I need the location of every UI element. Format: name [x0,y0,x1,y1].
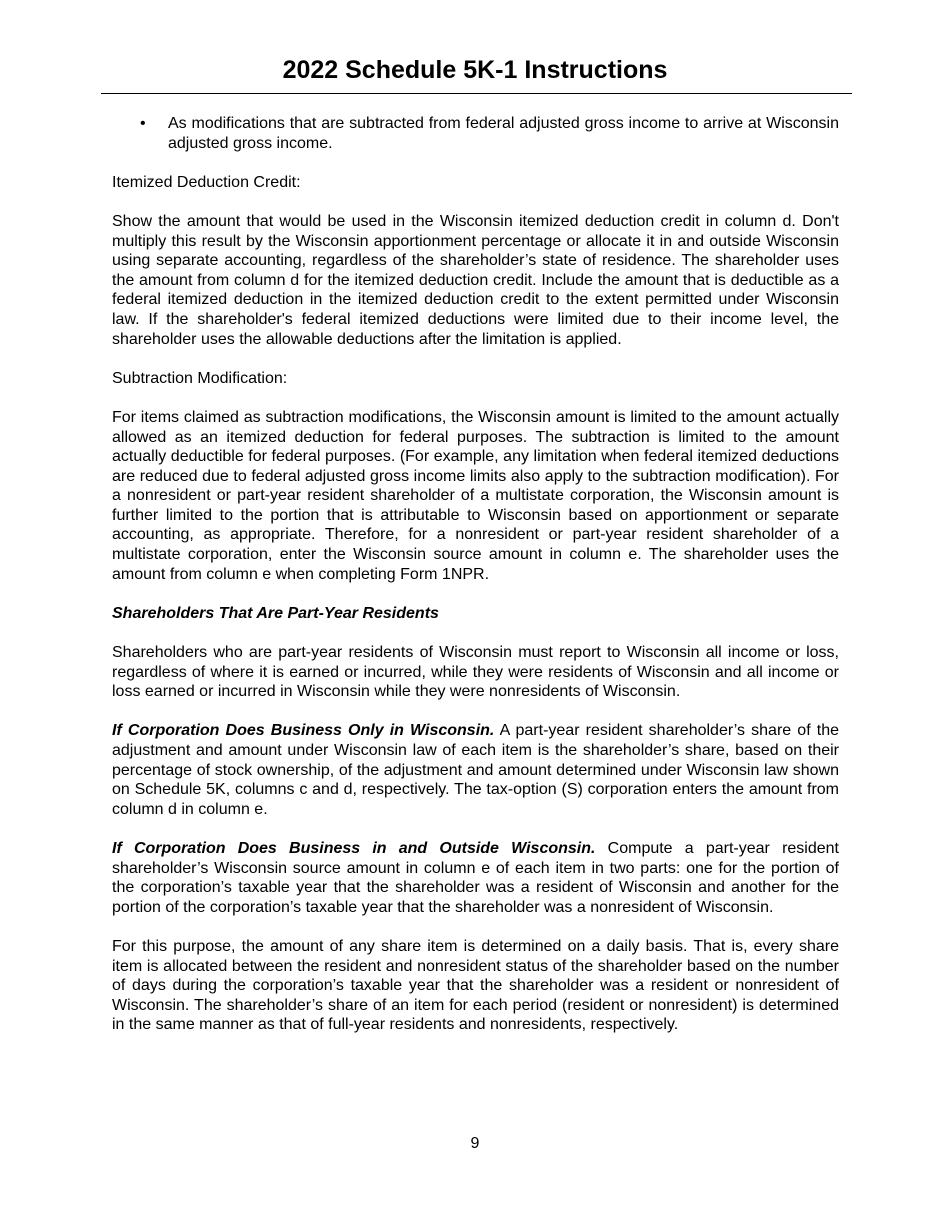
in-outside-wisconsin-paragraph [112,839,839,917]
only-wisconsin-lead: If Corporation Does Business Only in Wisconsin. [112,722,495,740]
subtraction-modification-paragraph: For items claimed as subtraction modifications, the Wisconsin amount is limited to the amount actually allowed as an itemized deduction for federal purposes. The subtraction is limited to the amount actually deductible for federal purposes. (For example, any limitation when federal itemized deductions are reduced due to federal adjusted gross income limits also apply to the subtraction modification). For a nonresident or part-year resident shareholder of a multistate corporation, the Wisconsin amount is further limited to the portion that is attributable to Wisconsin based on apportionment or separate accounting, as appropriate. Therefore, for a nonresident or part-year resident shareholder of a multistate corporation, enter the Wisconsin source amount in column e. The shareholder uses the amount from column e when completing Form 1NPR. [112,408,839,583]
subtraction-modification-label: Subtraction Modification: [112,369,288,387]
page-title: 2022 Schedule 5K-1 Instructions [282,56,668,84]
bullet-text: As modifications that are subtracted from federal adjusted gross income to arrive at Wisconsin adjusted gross income. [168,115,839,152]
section-heading: Shareholders That Are Part-Year Residents [112,604,439,622]
daily-basis-paragraph: For this purpose, the amount of any share item is determined on a daily basis. That is, every share item is allocated between the resident and nonresident status of the shareholder based on the number of days during the corporation’s taxable year that the shareholder was a resident or nonresident of Wisconsin. The shareholder’s share of an item for each period (resident or nonresident) is determined in the same manner as that of full-year residents and nonresidents, respectively. [112,937,839,1034]
document-body [112,114,839,1055]
list-item [112,114,839,153]
only-wisconsin-paragraph [112,721,839,819]
bullet-list [112,114,839,153]
page-number: 9 [470,1135,480,1152]
itemized-deduction-label: Itemized Deduction Credit: [112,173,301,191]
in-outside-wisconsin-lead: If Corporation Does Business in and Outside Wisconsin. [112,839,596,857]
part-year-paragraph: Shareholders who are part-year residents of Wisconsin must report to Wisconsin all income or loss, regardless of where it is earned or incurred, while they were residents of Wisconsin and all income or loss earned or incurred in Wisconsin while they were nonresidents of Wisconsin. [112,644,839,701]
title-divider [101,93,852,94]
bullet-icon: • [140,115,146,132]
in-outside-wisconsin-text: Compute a part-year resident shareholder’s Wisconsin source amount in column e of each item in two parts: one for the portion of the corporation’s taxable year that the shareholder was a resident of Wisconsin and another for the portion of the corporation’s taxable year that the shareholder was a nonresident of Wisconsin. [112,839,839,916]
only-wisconsin-text: A part-year resident shareholder’s share of the adjustment and amount under Wisconsin law of each item is the shareholder’s share, based on their percentage of stock ownership, of the adjustment and amount determined under Wisconsin law shown on Schedule 5K, columns c and d, respectively. The tax-option (S) corporation enters the amount from column d in column e. [112,722,839,818]
itemized-deduction-paragraph: Show the amount that would be used in the Wisconsin itemized deduction credit in column d. Don't multiply this result by the Wisconsin apportionment percentage or allocate it in and outside Wisconsin using separate accounting, regardless of the shareholder’s state of residence. The shareholder uses the amount from column d for the itemized deduction credit. Include the amount that is deductible as a federal itemized deduction in the itemized deduction credit to the extent permitted under Wisconsin law. If the shareholder's federal itemized deductions were limited due to their income level, the shareholder uses the allowable deductions after the limitation is applied. [112,212,839,348]
